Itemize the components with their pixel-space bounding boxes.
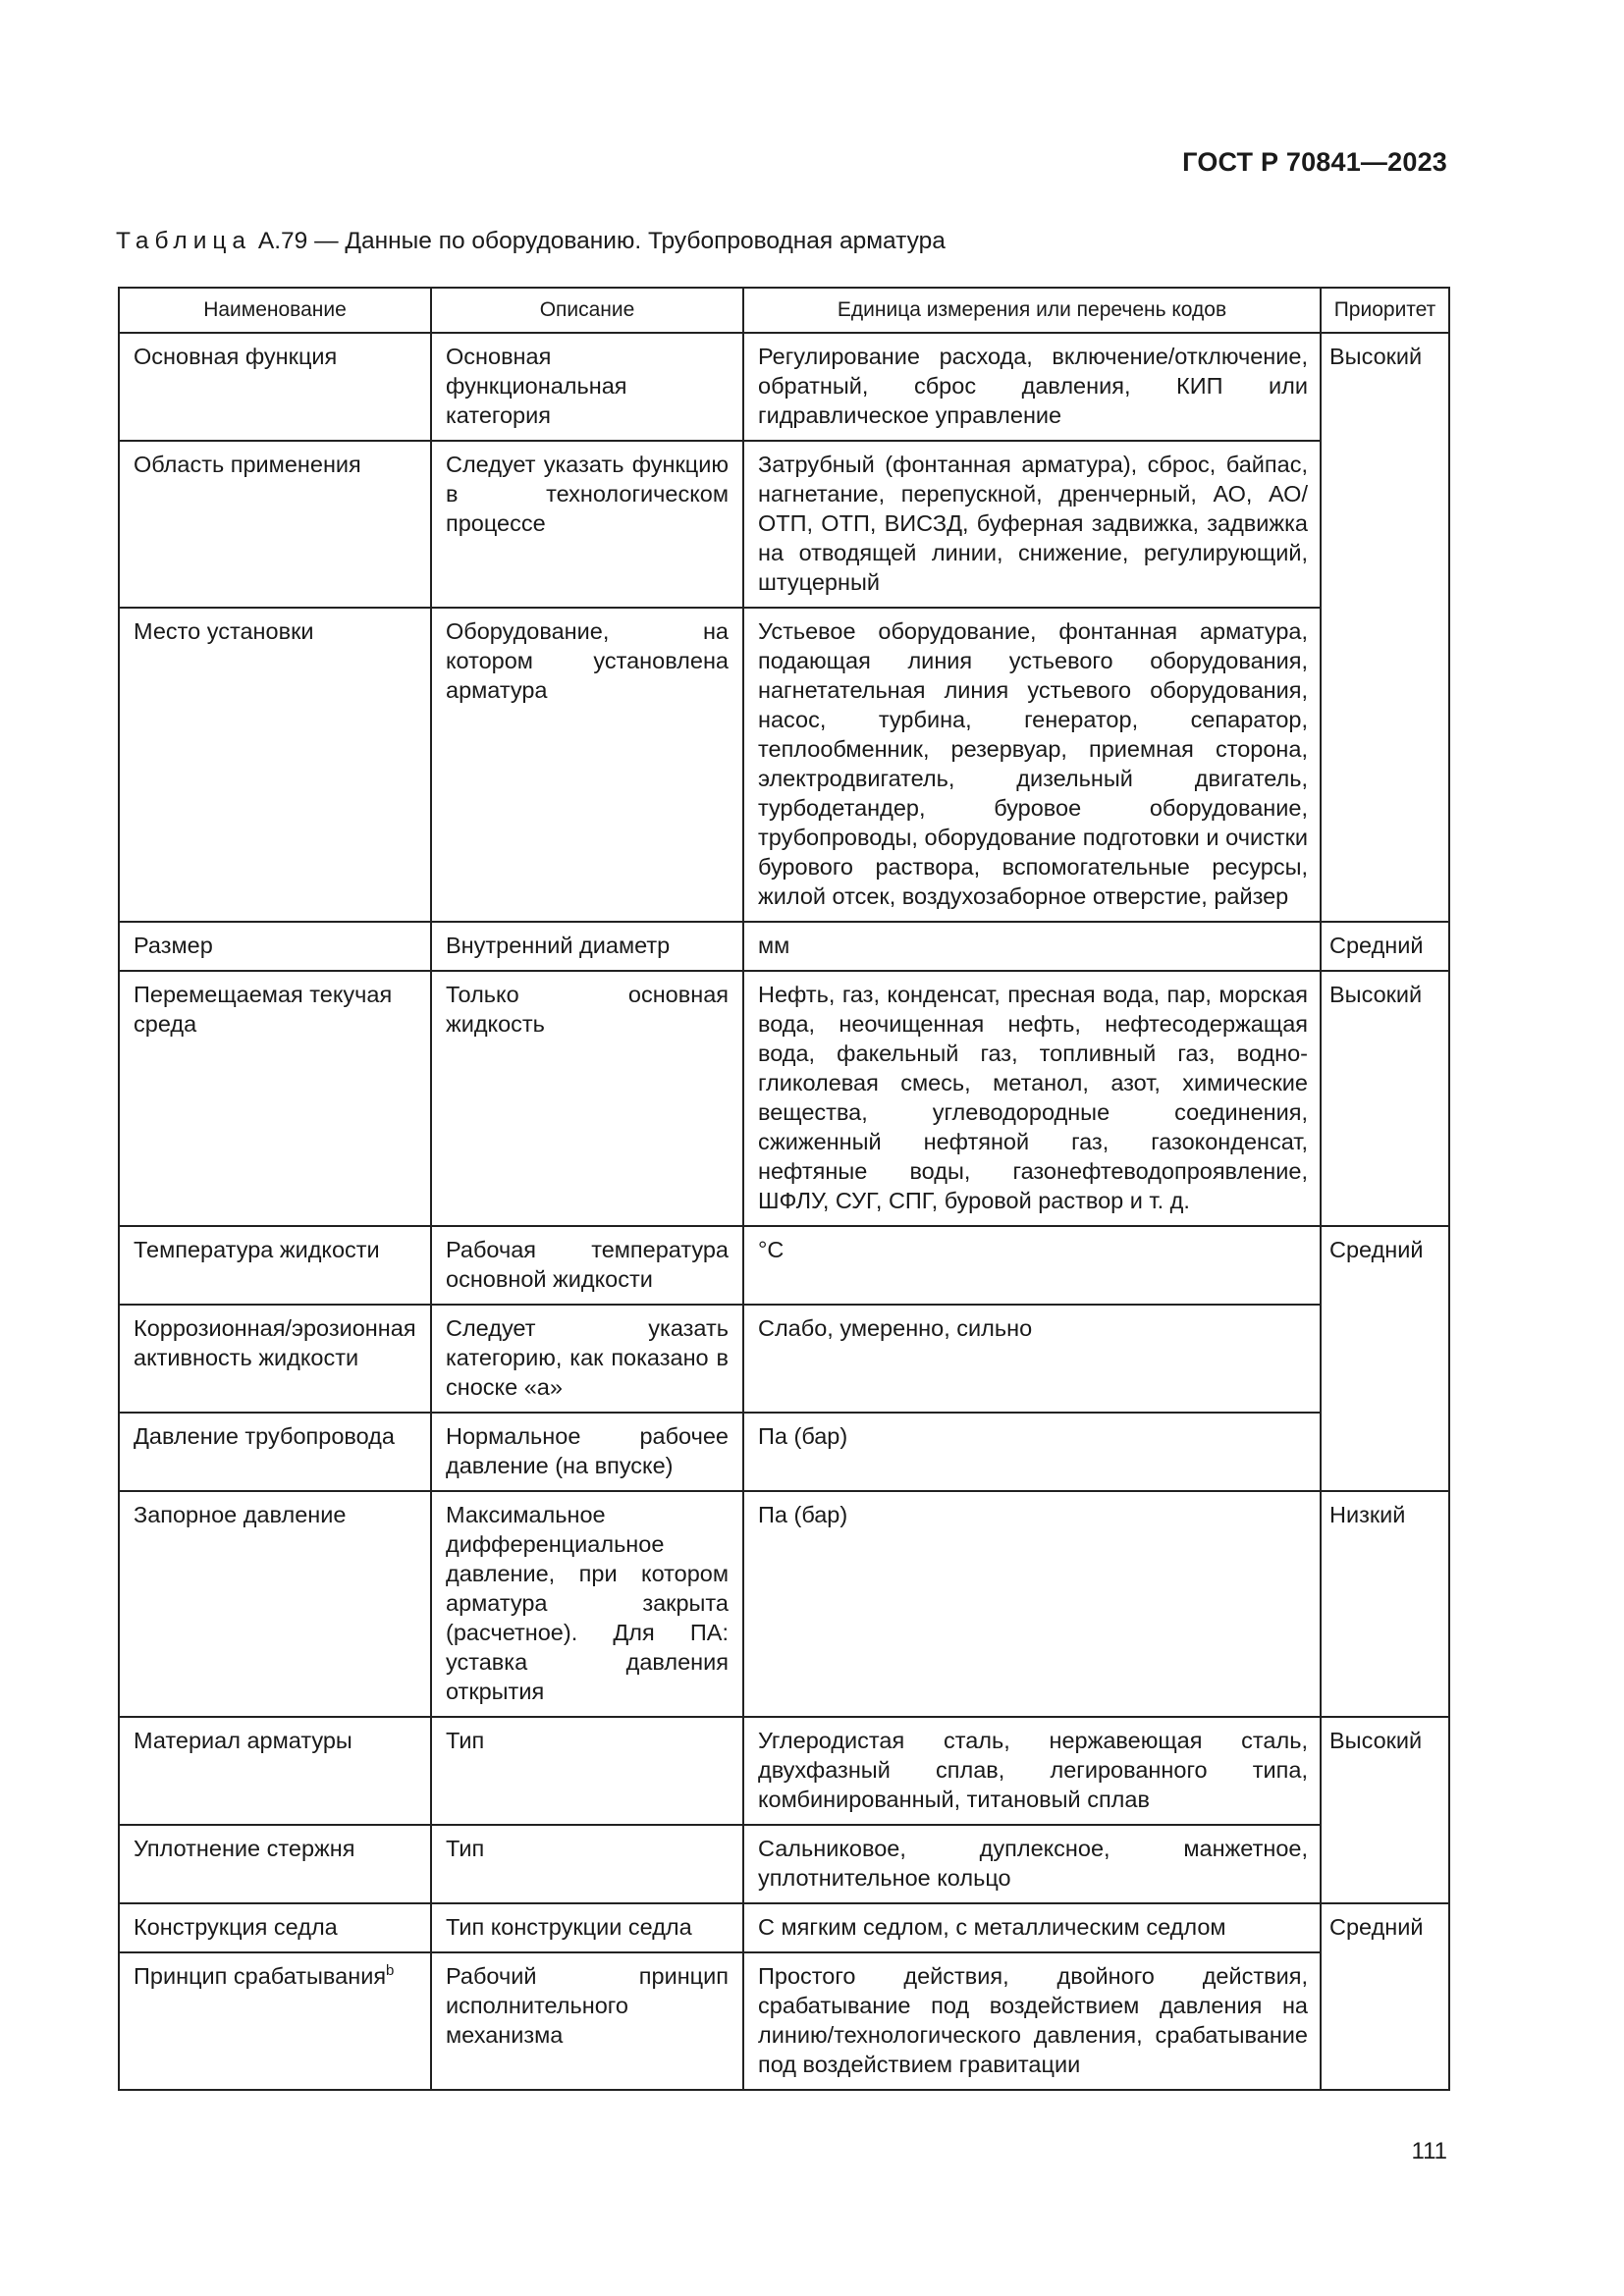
- table-row: [119, 1825, 1449, 1903]
- row-priority: Средний: [1321, 1226, 1449, 1491]
- table-row: [119, 1717, 1449, 1825]
- row-units: Нефть, газ, конденсат, пресная вода, пар, морская вода, неочищенная нефть, нефтесодержащая вода, факельный газ, топливный газ, водно-гликолевая смесь, метанол, азот, химические вещества, углеводородные соединения, сжиженный нефтяной газ, газоконденсат, нефтяные воды, газонефтеводопроявление, ШФЛУ, СУГ, СПГ, буровой раствор и т. д.: [743, 971, 1321, 1226]
- table-row: [119, 922, 1449, 971]
- row-description: Тип конструкции седла: [431, 1903, 743, 1952]
- row-units: Углеродистая сталь, нержавеющая сталь, двухфазный сплав, легированного типа, комбинированный, титановый сплав: [743, 1717, 1321, 1825]
- column-header-units: Единица измерения или перечень кодов: [743, 288, 1321, 333]
- row-units: Па (бар): [743, 1491, 1321, 1717]
- row-priority: Высокий: [1321, 333, 1449, 922]
- page-number: 111: [1411, 2138, 1447, 2164]
- row-name: Давление трубопровода: [119, 1413, 431, 1491]
- row-units: мм: [743, 922, 1321, 971]
- table-row: [119, 971, 1449, 1226]
- table-caption-text: А.79 — Данные по оборудованию. Трубопроводная арматура: [257, 228, 946, 254]
- row-name: Уплотнение стержня: [119, 1825, 431, 1903]
- row-name: Запорное давление: [119, 1491, 431, 1717]
- table-row: [119, 1305, 1449, 1413]
- row-units: Регулирование расхода, включение/отключение, обратный, сброс давления, КИП или гидравлическое управление: [743, 333, 1321, 441]
- row-units: Сальниковое, дуплексное, манжетное, уплотнительное кольцо: [743, 1825, 1321, 1903]
- table-row: [119, 1226, 1449, 1305]
- row-priority: Высокий: [1321, 1717, 1449, 1903]
- row-name: Коррозионная/эрозионная активность жидкости: [119, 1305, 431, 1413]
- row-name: Размер: [119, 922, 431, 971]
- equipment-data-table: [118, 287, 1450, 2091]
- row-name-text: Принцип срабатывания: [134, 1963, 387, 1989]
- row-name: Конструкция седла: [119, 1903, 431, 1952]
- row-description: Тип: [431, 1717, 743, 1825]
- row-description: Рабочий принцип исполнительного механизма: [431, 1952, 743, 2090]
- table-row: [119, 1491, 1449, 1717]
- row-units: Па (бар): [743, 1413, 1321, 1491]
- row-units: С мягким седлом, с металлическим седлом: [743, 1903, 1321, 1952]
- row-name: Место установки: [119, 608, 431, 922]
- table-row: [119, 1952, 1449, 2090]
- row-description: Рабочая температура основной жидкости: [431, 1226, 743, 1305]
- row-description: Оборудование, на котором установлена арматура: [431, 608, 743, 922]
- row-description: Тип: [431, 1825, 743, 1903]
- row-priority: Средний: [1321, 1903, 1449, 2090]
- column-header-priority: Приоритет: [1321, 288, 1449, 333]
- row-priority: Высокий: [1321, 971, 1449, 1226]
- row-name: [119, 1952, 431, 2090]
- row-name: Температура жидкости: [119, 1226, 431, 1305]
- row-name: Область применения: [119, 441, 431, 608]
- row-units: Устьевое оборудование, фонтанная арматура, подающая линия устьевого оборудования, нагнетательная линия устьевого оборудования, насос, турбина, генератор, сепаратор, теплообменник, резервуар, приемная сторона, электродвигатель, дизельный двигатель, турбодетандер, буровое оборудование, трубопроводы, оборудование подготовки и очистки бурового раствора, вспомогательные ресурсы, жилой отсек, воздухозаборное отверстие, райзер: [743, 608, 1321, 922]
- footnote-marker: b: [386, 1962, 395, 1980]
- table-row: [119, 1903, 1449, 1952]
- row-description: Нормальное рабочее давление (на впуске): [431, 1413, 743, 1491]
- row-description: Основная функциональная категория: [431, 333, 743, 441]
- table-caption: [116, 228, 946, 255]
- row-description: Внутренний диаметр: [431, 922, 743, 971]
- table-row: [119, 333, 1449, 441]
- row-description: Следует указать категорию, как показано в сноске «а»: [431, 1305, 743, 1413]
- row-units: °С: [743, 1226, 1321, 1305]
- row-description: Максимальное дифференциальное давление, при котором арматура закрыта (расчетное). Для ПА: уставка давления открытия: [431, 1491, 743, 1717]
- row-priority: Низкий: [1321, 1491, 1449, 1717]
- table-row: [119, 441, 1449, 608]
- table-row: [119, 1413, 1449, 1491]
- row-name: Материал арматуры: [119, 1717, 431, 1825]
- row-priority: Средний: [1321, 922, 1449, 971]
- table-row: [119, 608, 1449, 922]
- row-name: Основная функция: [119, 333, 431, 441]
- column-header-name: Наименование: [119, 288, 431, 333]
- standard-designation: ГОСТ Р 70841—2023: [1182, 147, 1447, 177]
- row-description: Только основная жидкость: [431, 971, 743, 1226]
- row-units: Простого действия, двойного действия, срабатывание под воздействием давления на линию/технологического давления, срабатывание под воздействием гравитации: [743, 1952, 1321, 2090]
- column-header-description: Описание: [431, 288, 743, 333]
- table-header-row: [119, 288, 1449, 333]
- row-name: Перемещаемая текучая среда: [119, 971, 431, 1226]
- row-units: Слабо, умеренно, сильно: [743, 1305, 1321, 1413]
- row-units: Затрубный (фонтанная арматура), сброс, байпас, нагнетание, перепускной, дренчерный, АО, АО/ОТП, ОТП, ВИСЗД, буферная задвижка, задвижка на отводящей линии, снижение, регулирующий, штуцерный: [743, 441, 1321, 608]
- table-caption-prefix: Таблица: [116, 228, 252, 254]
- row-description: Следует указать функцию в технологическом процессе: [431, 441, 743, 608]
